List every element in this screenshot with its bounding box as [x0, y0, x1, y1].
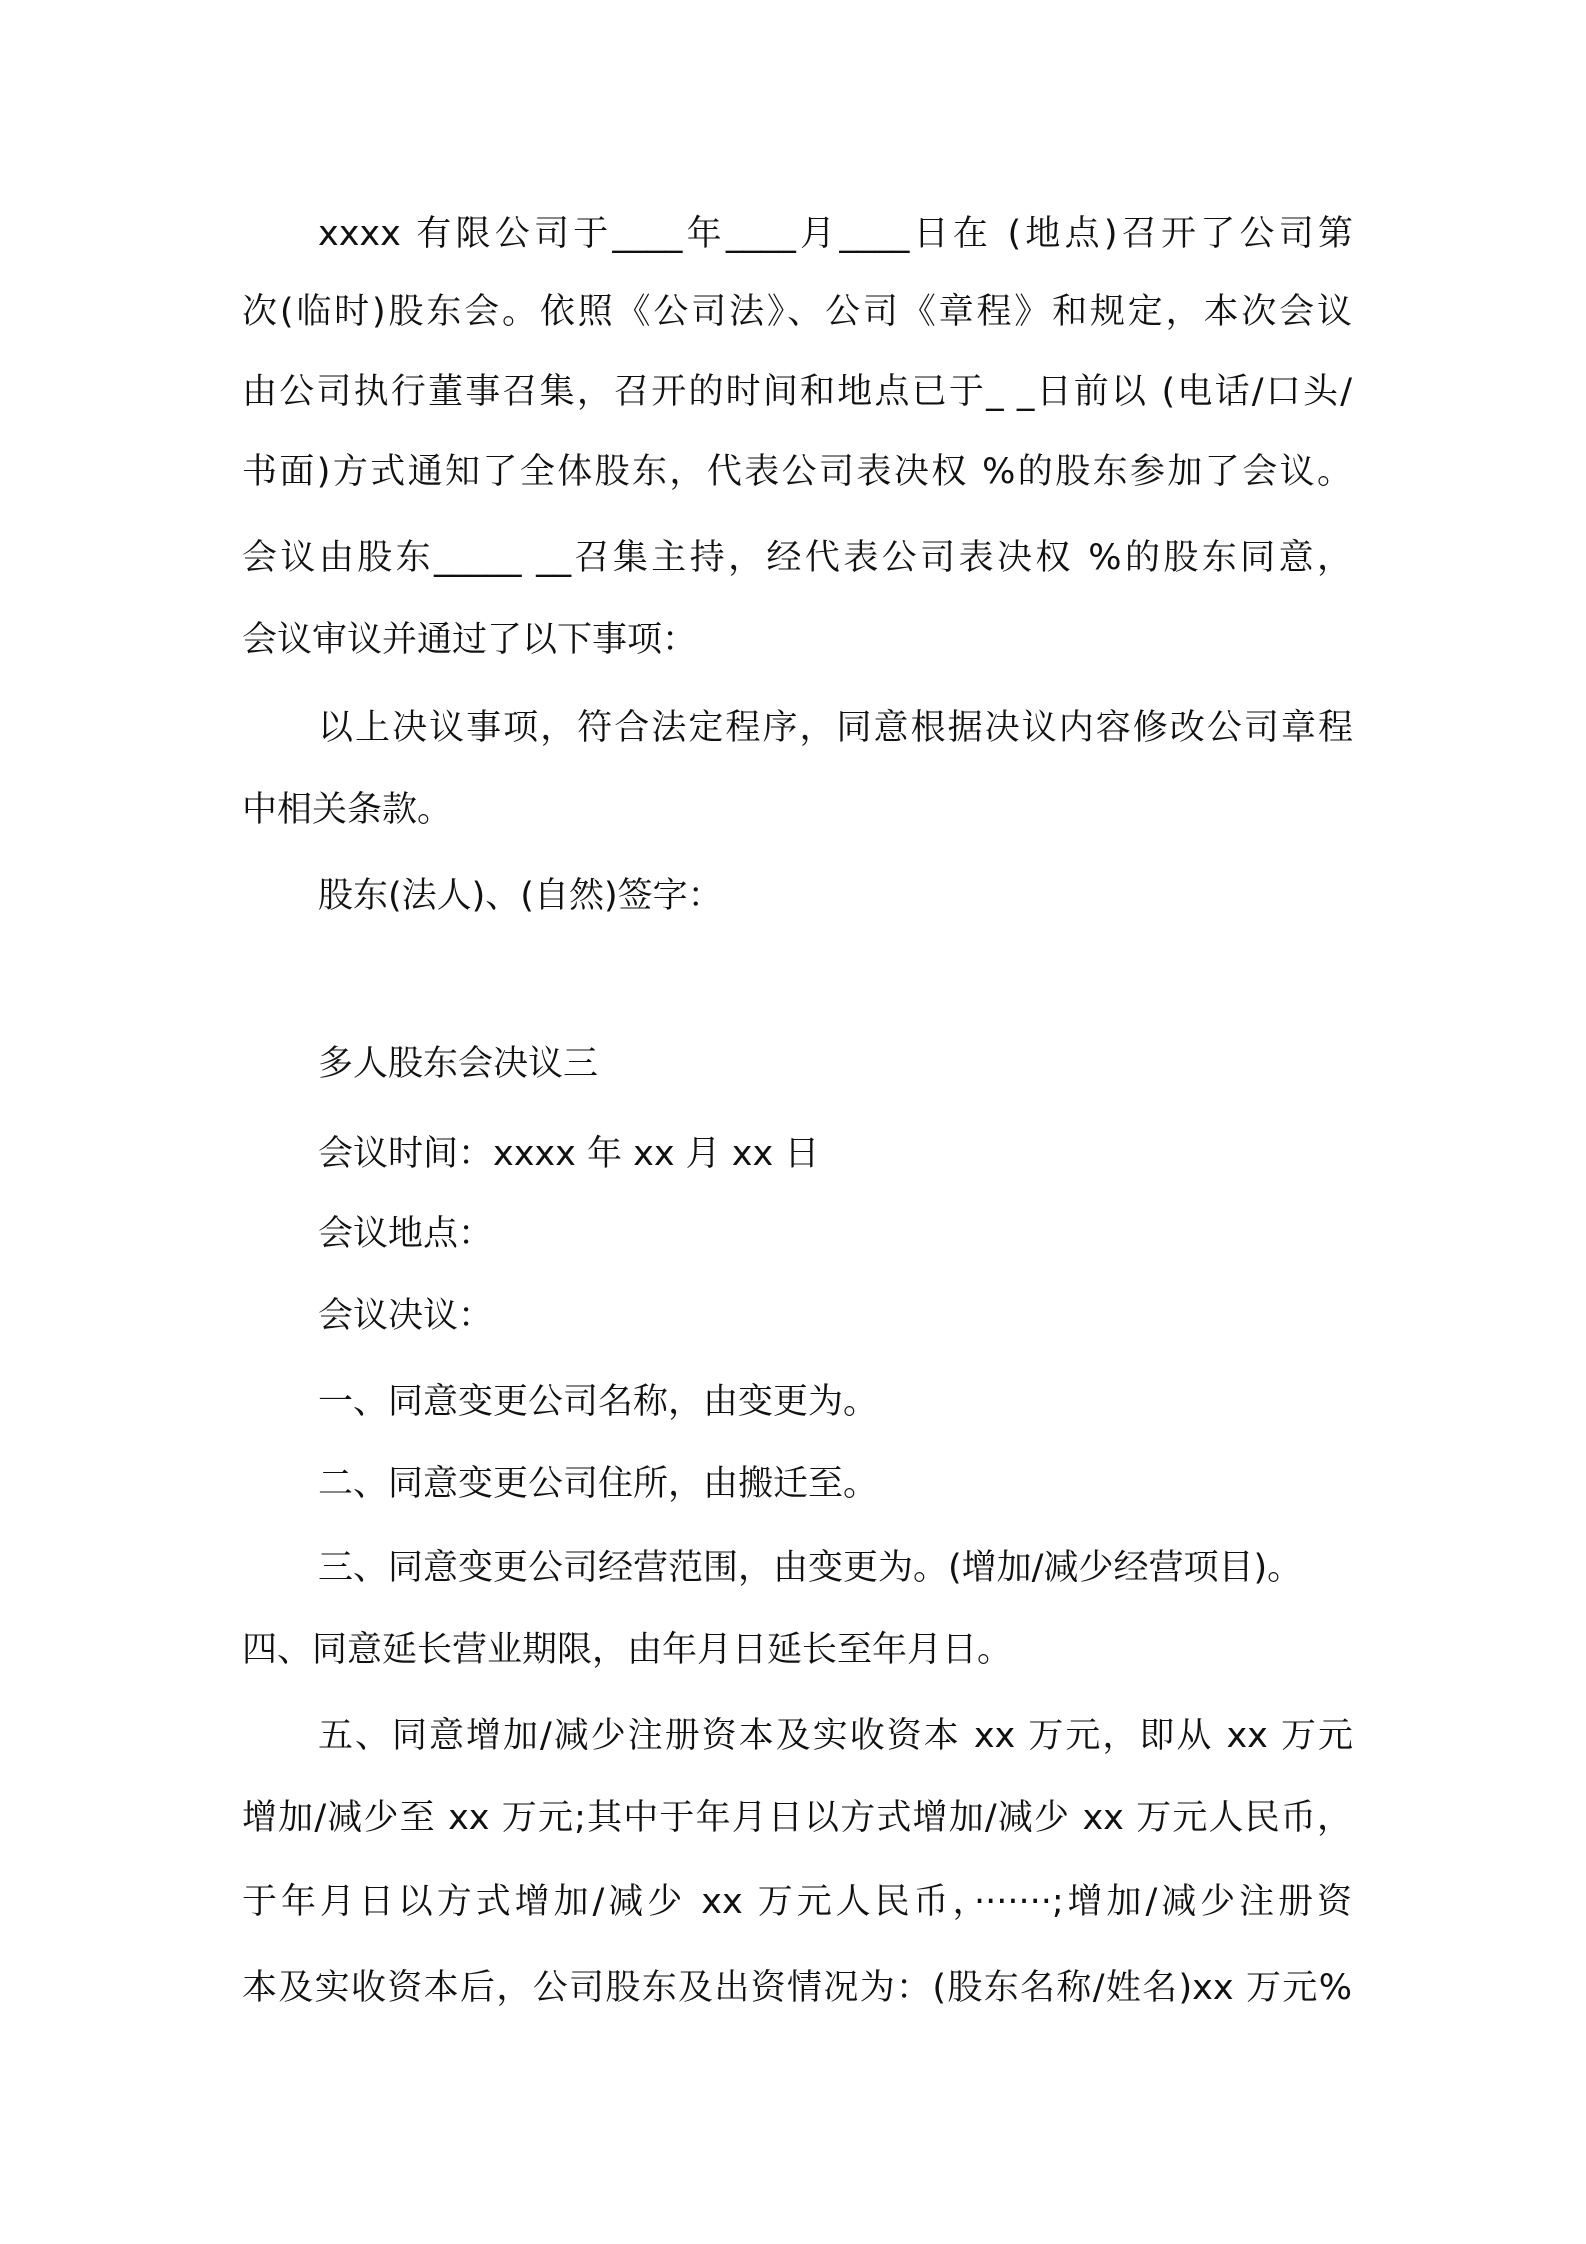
resolution-item: 三、同意变更公司经营范围，由变更为。(增加/减少经营项目)。 [318, 1548, 1303, 1588]
paragraph-line: 本及实收资本后，公司股东及出资情况为：(股东名称/姓名)xx 万元% [242, 1968, 1352, 2008]
meeting-place: 会议地点： [318, 1214, 494, 1254]
paragraph-line: xxxx 有限公司于____年____月____日在 (地点)召开了公司第 [318, 214, 1353, 254]
resolution-item: 四、同意延长营业期限，由年月日延长至年月日。 [242, 1630, 1013, 1670]
paragraph-line: 由公司执行董事召集，召开的时间和地点已于_ _日前以 (电话/口头/ [242, 372, 1352, 412]
resolution-item: 一、同意变更公司名称，由变更为。 [318, 1382, 879, 1422]
paragraph-line: 会议由股东_____ __召集主持，经代表公司表决权 %的股东同意， [242, 538, 1352, 578]
meeting-time: 会议时间：xxxx 年 xx 月 xx 日 [318, 1134, 820, 1174]
paragraph-line: 于年月日以方式增加/减少 xx 万元人民币，·······;增加/减少注册资 [242, 1882, 1352, 1922]
paragraph-line: 中相关条款。 [242, 790, 453, 830]
meeting-resolution-label: 会议决议： [318, 1296, 494, 1336]
paragraph-line: 书面)方式通知了全体股东，代表公司表决权 %的股东参加了会议。 [242, 452, 1352, 492]
section-title: 多人股东会决议三 [318, 1044, 599, 1084]
resolution-item: 二、同意变更公司住所，由搬迁至。 [318, 1464, 879, 1504]
signature-label: 股东(法人)、(自然)签字： [318, 876, 723, 916]
paragraph-line: 增加/减少至 xx 万元;其中于年月日以方式增加/减少 xx 万元人民币， [242, 1798, 1352, 1838]
paragraph-line: 以上决议事项，符合法定程序，同意根据决议内容修改公司章程 [318, 708, 1353, 748]
paragraph-line: 会议审议并通过了以下事项： [242, 620, 698, 660]
paragraph-line: 五、同意增加/减少注册资本及实收资本 xx 万元，即从 xx 万元 [318, 1716, 1353, 1756]
paragraph-line: 次(临时)股东会。依照《公司法》、公司《章程》和规定，本次会议 [242, 292, 1352, 332]
